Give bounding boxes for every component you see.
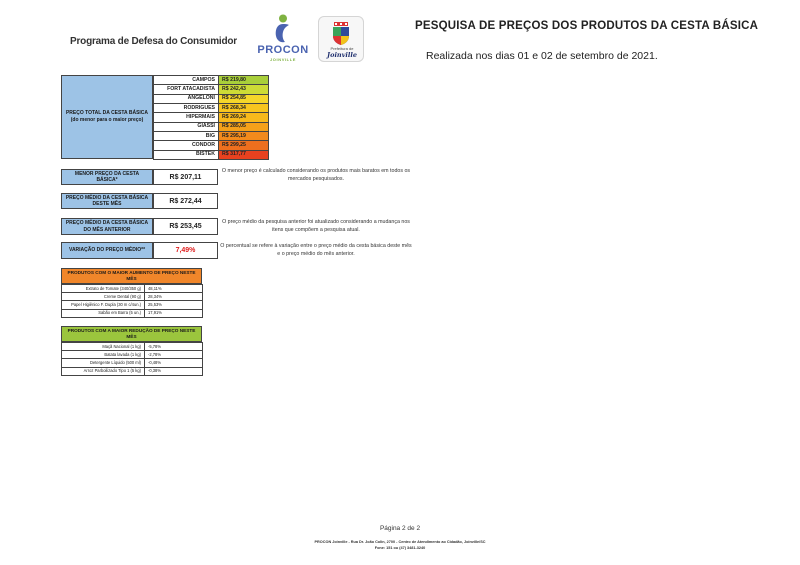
ranking-store-name: GIASSI (154, 122, 219, 131)
procon-logo (252, 14, 314, 64)
increase-table (61, 284, 203, 318)
ranking-store-value: R$ 285,05 (219, 122, 269, 131)
ranking-store-name: ANGELONI (154, 94, 219, 103)
prefeitura-name: Joinville (327, 51, 357, 59)
program-title: Programa de Defesa do Consumidor (70, 36, 237, 47)
decrease-product-value: -5,78% (145, 343, 203, 351)
increase-product-row (62, 301, 203, 309)
variation-label: VARIAÇÃO DO PREÇO MÉDIO** (61, 242, 153, 259)
decrease-product-value: -0,38% (145, 367, 203, 375)
ranking-store-value: R$ 317,77 (219, 150, 269, 159)
ranking-store-value: R$ 268,34 (219, 103, 269, 112)
increase-product-name: Extrato de Tomate (340/350 g) (62, 285, 145, 293)
ranking-store-row (154, 113, 269, 122)
increase-title: PRODUTOS COM O MAIOR AUMENTO DE PREÇO NESTE MÊS (61, 268, 202, 284)
ranking-store-name: HIPERMAIS (154, 113, 219, 122)
decrease-product-row (62, 367, 203, 375)
min-price-value: R$ 207,11 (153, 169, 218, 185)
increase-product-value: 25,53% (145, 301, 203, 309)
avg-price-value: R$ 272,44 (153, 193, 218, 209)
ranking-store-value: R$ 219,80 (219, 76, 269, 85)
ranking-store-row (154, 122, 269, 131)
ranking-store-name: BISTEK (154, 150, 219, 159)
ranking-store-row (154, 103, 269, 112)
ranking-store-value: R$ 254,85 (219, 94, 269, 103)
prev-avg-price-value: R$ 253,45 (153, 218, 218, 235)
min-price-label: MENOR PREÇO DA CESTA BÁSICA* (61, 169, 153, 185)
variation-value: 7,49% (153, 242, 218, 259)
city-crest-icon (331, 22, 351, 46)
decrease-product-value: -2,78% (145, 351, 203, 359)
decrease-product-row (62, 359, 203, 367)
variation-note: O percentual se refere à variação entre o preço médio da cesta básica deste mês e o preço médio do mês anterior. (220, 243, 412, 258)
ranking-store-name: CAMPOS (154, 76, 219, 85)
ranking-store-row (154, 131, 269, 140)
min-price-note: O menor preço é calculado considerando os produtos mais baratos em todos os mercados pesquisados. (221, 168, 411, 183)
decrease-product-row (62, 351, 203, 359)
ranking-store-name: BIG (154, 131, 219, 140)
ranking-store-row (154, 150, 269, 159)
decrease-product-name: Arroz Parboilizado Tipo 1 (5 kg) (62, 367, 145, 375)
avg-price-label: PREÇO MÉDIO DA CESTA BÁSICA DESTE MÊS (61, 193, 153, 209)
procon-sub: JOINVILLE (269, 57, 297, 62)
increase-product-value: 28,34% (145, 293, 203, 301)
ranking-store-value: R$ 299,25 (219, 141, 269, 150)
increase-product-name: Creme Dental (90 g) (62, 293, 145, 301)
ranking-store-row (154, 85, 269, 94)
procon-name: PROCON (257, 44, 309, 56)
ranking-store-row (154, 76, 269, 85)
ranking-store-name: RODRIGUES (154, 103, 219, 112)
ranking-store-name: FORT ATACADISTA (154, 85, 219, 94)
footer-phone: Fone: 151 ou (47) 3481-3240 (374, 546, 426, 550)
ranking-store-name: CONDOR (154, 141, 219, 150)
decrease-product-value: -0,48% (145, 359, 203, 367)
decrease-product-name: Batata lavada (1 kg) (62, 351, 145, 359)
increase-product-row (62, 309, 203, 317)
procon-person-icon (273, 14, 293, 44)
decrease-title: PRODUTOS COM A MAIOR REDUÇÃO DE PREÇO NESTE MÊS (61, 326, 202, 342)
increase-product-name: Sabão em Barra (5 un.) (62, 309, 145, 317)
prev-avg-price-label: PREÇO MÉDIO DA CESTA BÁSICA DO MÊS ANTERIOR (61, 218, 153, 235)
ranking-store-row (154, 94, 269, 103)
increase-product-name: Papel Higiênico F. Dupla (30 m c/4un.) (62, 301, 145, 309)
decrease-table (61, 342, 203, 376)
increase-product-value: 17,91% (145, 309, 203, 317)
ranking-store-row (154, 141, 269, 150)
page-number: Página 2 de 2 (379, 525, 421, 532)
prefeitura-logo (318, 16, 364, 62)
increase-product-row (62, 285, 203, 293)
prefeitura-small-label: Prefeitura de (330, 46, 354, 51)
page-subtitle: Realizada nos dias 01 e 02 de setembro de 2021. (426, 50, 658, 62)
page-title: PESQUISA DE PREÇOS DOS PRODUTOS DA CESTA BÁSICA (415, 20, 759, 32)
ranking-store-value: R$ 242,43 (219, 85, 269, 94)
ranking-table (153, 75, 269, 160)
decrease-product-row (62, 343, 203, 351)
increase-product-row (62, 293, 203, 301)
decrease-product-name: Maçã Nacional (1 kg) (62, 343, 145, 351)
ranking-store-value: R$ 295,19 (219, 131, 269, 140)
prev-avg-price-note: O preço médio da pesquisa anterior foi atualizado considerando a mudança nos itens que compõem a pesquisa atual. (222, 219, 410, 234)
ranking-store-value: R$ 269,24 (219, 113, 269, 122)
ranking-label: PREÇO TOTAL DA CESTA BÁSICA (do menor para o maior preço) (61, 75, 153, 159)
increase-product-value: 48,11% (145, 285, 203, 293)
footer-address: PROCON Joinville - Rua Dr. João Colin, 2700 - Centro de Atendimento ao Cidadão, Joinville/SC (314, 540, 486, 544)
decrease-product-name: Detergente Líquido (500 ml) (62, 359, 145, 367)
